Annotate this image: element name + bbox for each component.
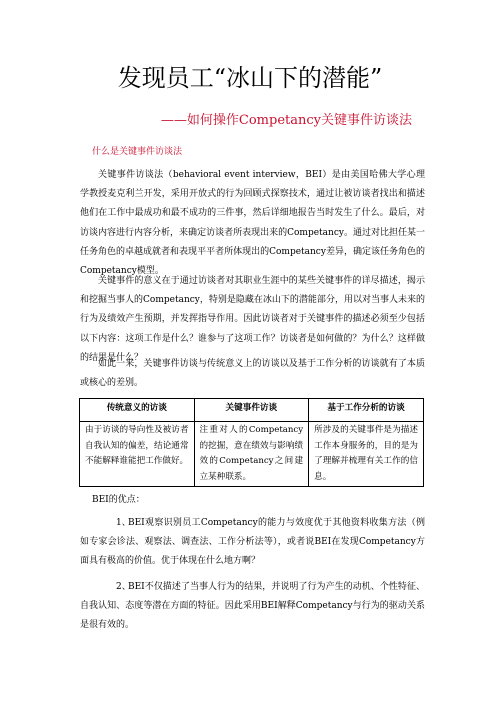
advantage-number: 2、 bbox=[116, 582, 131, 592]
paragraph-comparison-intro: 如此一来，关键事件访谈与传统意义上的访谈以及基于工作分析的访谈就有了本质或核心的差别。 bbox=[80, 359, 425, 389]
table-cell: 所涉及的关键事件是为描述工作本身服务的，目的是为了理解并梳理有关工作的信息。 bbox=[309, 422, 424, 487]
page-subtitle: ——如何操作Competancy关键事件访谈法 bbox=[160, 113, 412, 128]
table-header-cell: 基于工作分析的访谈 bbox=[309, 399, 424, 422]
advantage-item bbox=[80, 514, 425, 572]
table-header-cell: 关键事件访谈 bbox=[194, 399, 309, 422]
table-row bbox=[80, 422, 424, 487]
page-title: 发现员工“冰山下的潜能” bbox=[117, 64, 383, 92]
comparison-table bbox=[79, 398, 424, 487]
advantage-text: BEI不仅描述了当事人行为的结果，并说明了行为产生的动机、个性特征、自我认知、态度等潜在方面的特征。因此采用BEI解释Competancy与行为的驱动关系是很有效的。 bbox=[80, 582, 425, 631]
section-heading: 什么是关键事件访谈法 bbox=[92, 147, 183, 157]
table-header-cell: 传统意义的访谈 bbox=[80, 399, 195, 422]
table-header-row bbox=[80, 399, 424, 422]
advantage-item bbox=[80, 578, 425, 636]
table-cell: 注重对人的Competancy的挖掘，意在绩效与影响绩效的Competancy之间建立某种联系。 bbox=[194, 422, 309, 487]
paragraph-significance: 关键事件的意义在于通过访谈者对其职业生涯中的某些关键事件的详尽描述，揭示和挖掘当事人的Competancy，特别是隐藏在冰山下的潜能部分，用以对当事人未来的行为及绩效产生预期，并发挥指导作用。因此访谈者对于关键事件的描述必须至少包括以下内容：这项工作是什么？谁参与了这项工作？访谈者是如何做的？为什么？这样做的结果是什么？ bbox=[80, 276, 425, 363]
advantage-text: BEI观察识别员工Competancy的能力与效度优于其他资料收集方法（例如专家会诊法、观察法、调查法、工作分析法等），或者说BEI在发现Competancy方面具有极高的价值。优于体现在什么地方啊？ bbox=[80, 518, 425, 567]
table-cell: 由于访谈的导向性及被访者自我认知的偏差，结论通常不能解释谁能把工作做好。 bbox=[80, 422, 195, 487]
paragraph-definition: 关键事件访谈法（behavioral event interview，BEI）是由美国哈佛大学心理学教授麦克利兰开发，采用开放式的行为回顾式探察技术，通过让被访谈者找出和描述他们在工作中最成功和最不成功的三件事，然后详细地报告当时发生了什么。最后，对访谈内容进行内容分析，来确定访谈者所表现出来的Competancy。通过对比担任某一任务角色的卓越成就者和表现平平者所体现出的Competancy差异，确定该任务角色的Competancy模型。 bbox=[80, 170, 425, 277]
bei-advantages-heading: BEI的优点： bbox=[92, 495, 145, 505]
advantage-number: 1、 bbox=[116, 518, 131, 528]
